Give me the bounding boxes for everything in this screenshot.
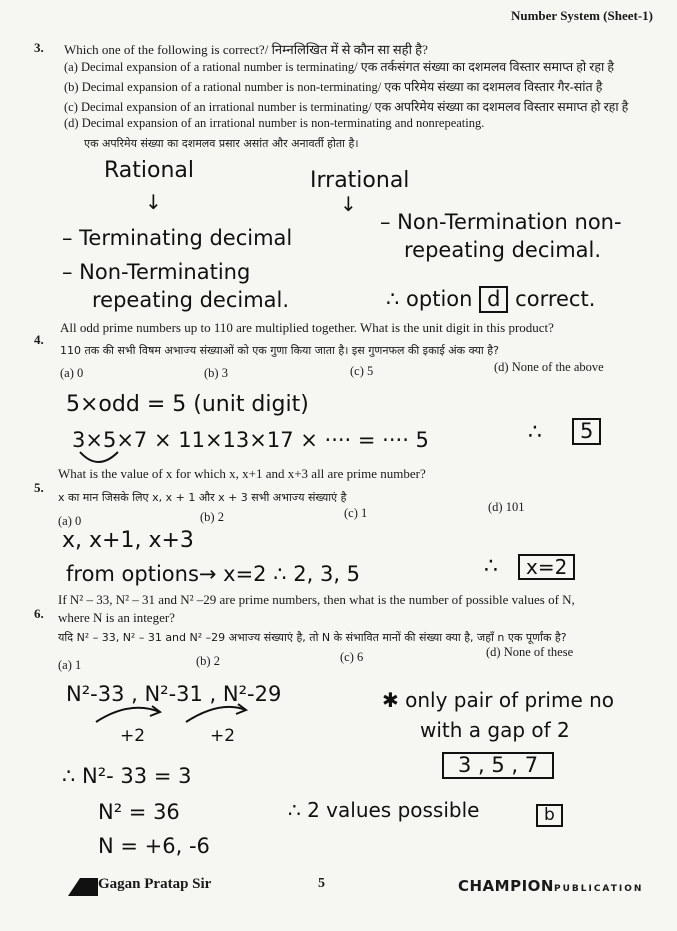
hw-q5-line2: from options→ x=2 ∴ 2, 3, 5 [66, 562, 361, 586]
q6-option-b: (b) 2 [196, 654, 220, 668]
q5-option-d: (d) 101 [488, 500, 525, 514]
hw-q6-line2: N² = 36 [98, 800, 180, 824]
hw-q6-line3: N = +6, -6 [98, 834, 210, 858]
publisher-logo [458, 877, 643, 895]
hw-rational-repeating: repeating decimal. [92, 288, 290, 312]
hw-irrational-repeating: repeating decimal. [404, 238, 602, 262]
q5-number: 5. [34, 480, 44, 495]
q4-number: 4. [34, 332, 44, 347]
q4-option-a: (a) 0 [60, 366, 84, 380]
hw-q5-therefore: ∴ [484, 554, 498, 579]
hw-q6-note-line1: ✱ only pair of prime no [382, 688, 615, 712]
q5-option-b: (b) 2 [200, 510, 224, 524]
hw-q6-sequence: N²-33 , N²-31 , N²-29 [66, 682, 282, 706]
q3-number: 3. [34, 40, 44, 55]
hw-q4-line2: 3×5×7 × 11×13×17 × ···· = ···· 5 [72, 428, 429, 452]
hw-arrow-down-icon: ↓ [340, 192, 357, 216]
hw-q4-therefore: ∴ [528, 420, 542, 445]
q3-option-d: (d) Decimal expansion of an irrational number is non-terminating and nonrepeating. [64, 116, 485, 130]
q3-option-b: (b) Decimal expansion of a rational number is non-terminating/ एक परिमेय संख्या का दशमलव विस्तार गैर-सांत है [64, 80, 603, 94]
hw-rational-nonterminating: – Non-Terminating [62, 260, 251, 284]
hw-q3-answer-box: d [479, 286, 508, 313]
hw-rational-terminating: – Terminating decimal [62, 226, 293, 250]
hw-q6-prime-box-value: 3 , 5 , 7 [442, 752, 554, 779]
q4-option-d: (d) None of the above [494, 360, 604, 374]
hw-q6-note-line2: with a gap of 2 [420, 718, 570, 742]
footer-author: Gagan Pratap Sir [98, 876, 212, 892]
page-header: Number System (Sheet-1) [510, 8, 653, 23]
q6-option-a: (a) 1 [58, 658, 82, 672]
hw-irrational-heading: Irrational [310, 168, 410, 193]
hw-q4-answer-value: 5 [572, 418, 601, 445]
q5-text: What is the value of x for which x, x+1 and x+3 all are prime number? [58, 466, 426, 481]
hw-q3-answer-prefix: ∴ option [386, 287, 473, 311]
q5-option-a: (a) 0 [58, 514, 82, 528]
q4-hindi: 110 तक की सभी विषम अभाज्य संख्याओं को एक गुणा किया जाता है। इस गुणनफल की इकाई अंक क्या है? [60, 344, 499, 357]
q4-text: All odd prime numbers up to 110 are multiplied together. What is the unit digit in this product? [60, 320, 554, 335]
q3-option-c: (c) Decimal expansion of an irrational number is terminating/ एक अपरिमेय संख्या का दशमलव विस्तार समाप्त हो रहा है [64, 100, 629, 114]
hw-irrational-nontermination: – Non-Termination non- [380, 210, 622, 234]
hw-q6-gap-2: +2 [210, 726, 236, 746]
q6-text-continued: where N is an integer? [58, 610, 175, 625]
q4-option-c: (c) 5 [350, 364, 374, 378]
q6-option-d: (d) None of these [486, 645, 574, 659]
page-number: 5 [318, 876, 325, 891]
hw-q5-line1: x, x+1, x+3 [62, 528, 194, 553]
q6-hindi: यदि N² – 33, N² – 31 and N² –29 अभाज्य संख्याएं है, तो N के संभावित मानों की संख्या क्या है, जहाँ n एक पूर्णांक है? [58, 631, 567, 644]
q3-option-a: (a) Decimal expansion of a rational number is terminating/ एक तर्कसंगत संख्या का दशमलव विस्तार समाप्त हो रहा है [64, 60, 615, 74]
hw-rational-heading: Rational [104, 158, 195, 183]
hw-q6-line1: ∴ N²- 33 = 3 [62, 764, 192, 788]
hw-q6-gap-1: +2 [120, 726, 146, 746]
q3-option-d-hindi: एक अपरिमेय संख्या का दशमलव प्रसार असांत और अनावर्ती होता है। [84, 137, 359, 150]
q6-number: 6. [34, 606, 44, 621]
q4-option-b: (b) 3 [204, 366, 228, 380]
publisher-suffix: PUBLICATION [553, 884, 644, 894]
q5-hindi: x का मान जिसके लिए x, x + 1 और x + 3 सभी अभाज्य संख्याएं है [58, 491, 347, 504]
hw-q6-conclusion: ∴ 2 values possible [288, 798, 480, 822]
hw-arrow-down-icon: ↓ [145, 190, 162, 214]
q6-text: If N² – 33, N² – 31 and N² –29 are prime numbers, then what is the number of possible values of N, [58, 592, 575, 607]
hw-q4-line1: 5×odd = 5 (unit digit) [66, 392, 309, 417]
hw-q3-answer-suffix: correct. [515, 287, 596, 311]
hw-q6-answer-value: b [536, 804, 563, 827]
hw-q4-underline-curve [80, 452, 118, 462]
q6-option-c: (c) 6 [340, 650, 364, 664]
q3-text: Which one of the following is correct?/ निम्नलिखित में से कौन सा सही है? [64, 42, 428, 57]
hw-q5-answer-value: x=2 [518, 554, 575, 580]
publisher-name: CHAMPION [458, 877, 554, 895]
q5-option-c: (c) 1 [344, 506, 368, 520]
